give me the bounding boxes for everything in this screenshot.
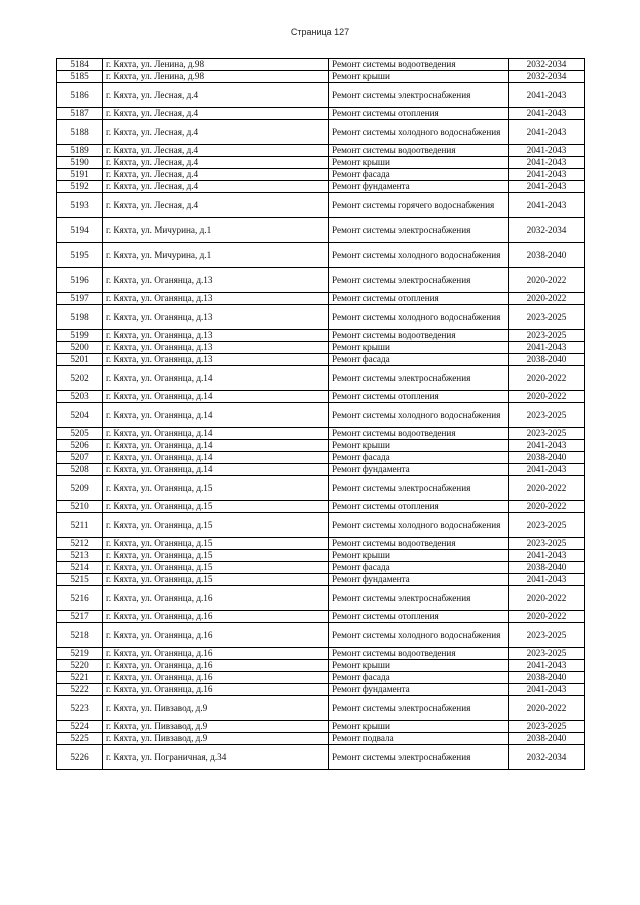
row-work-type: Ремонт фундамента: [329, 574, 509, 586]
table-row: [57, 428, 585, 440]
row-period: 2041-2043: [509, 169, 585, 181]
row-period: 2032-2034: [509, 59, 585, 71]
row-number: 5201: [57, 354, 103, 366]
row-period: 2041-2043: [509, 120, 585, 145]
row-period: 2023-2025: [509, 538, 585, 550]
row-number: 5193: [57, 193, 103, 218]
row-address: г. Кяхта, ул. Оганянца, д.15: [103, 550, 329, 562]
table-row: [57, 71, 585, 83]
table-row: [57, 452, 585, 464]
row-number: 5197: [57, 293, 103, 305]
row-work-type: Ремонт системы электроснабжения: [329, 218, 509, 243]
row-period: 2020-2022: [509, 366, 585, 391]
row-number: 5214: [57, 562, 103, 574]
row-work-type: Ремонт системы электроснабжения: [329, 586, 509, 611]
row-work-type: Ремонт системы водоотведения: [329, 330, 509, 342]
table-row: [57, 464, 585, 476]
row-address: г. Кяхта, ул. Оганянца, д.14: [103, 366, 329, 391]
row-number: 5210: [57, 501, 103, 513]
row-address: г. Кяхта, ул. Лесная, д.4: [103, 120, 329, 145]
table-body: [57, 59, 585, 770]
table-row: [57, 403, 585, 428]
table-row: [57, 268, 585, 293]
row-period: 2032-2034: [509, 71, 585, 83]
row-period: 2038-2040: [509, 733, 585, 745]
table-row: [57, 476, 585, 501]
table-row: [57, 574, 585, 586]
row-address: г. Кяхта, ул. Оганянца, д.16: [103, 586, 329, 611]
row-work-type: Ремонт системы холодного водоснабжения: [329, 513, 509, 538]
row-address: г. Кяхта, ул. Оганянца, д.16: [103, 684, 329, 696]
row-period: 2032-2034: [509, 745, 585, 770]
row-address: г. Кяхта, ул. Оганянца, д.15: [103, 476, 329, 501]
page-header: Страница 127: [290, 27, 350, 37]
row-work-type: Ремонт системы водоотведения: [329, 538, 509, 550]
table-row: [57, 501, 585, 513]
table-row: [57, 586, 585, 611]
row-period: 2023-2025: [509, 305, 585, 330]
table-row: [57, 440, 585, 452]
row-period: 2038-2040: [509, 562, 585, 574]
row-period: 2041-2043: [509, 574, 585, 586]
table-row: [57, 120, 585, 145]
row-address: г. Кяхта, ул. Оганянца, д.13: [103, 330, 329, 342]
row-period: 2041-2043: [509, 464, 585, 476]
table-row: [57, 745, 585, 770]
row-number: 5223: [57, 696, 103, 721]
row-address: г. Кяхта, ул. Пивзавод, д.9: [103, 721, 329, 733]
row-address: г. Кяхта, ул. Оганянца, д.14: [103, 440, 329, 452]
row-work-type: Ремонт системы холодного водоснабжения: [329, 403, 509, 428]
row-address: г. Кяхта, ул. Оганянца, д.13: [103, 305, 329, 330]
row-number: 5186: [57, 83, 103, 108]
row-number: 5212: [57, 538, 103, 550]
table-row: [57, 550, 585, 562]
table-row: [57, 218, 585, 243]
row-period: 2041-2043: [509, 157, 585, 169]
row-address: г. Кяхта, ул. Лесная, д.4: [103, 108, 329, 120]
row-address: г. Кяхта, ул. Лесная, д.4: [103, 181, 329, 193]
row-number: 5209: [57, 476, 103, 501]
row-work-type: Ремонт крыши: [329, 157, 509, 169]
row-address: г. Кяхта, ул. Оганянца, д.16: [103, 623, 329, 648]
row-number: 5198: [57, 305, 103, 330]
row-work-type: Ремонт системы электроснабжения: [329, 745, 509, 770]
row-address: г. Кяхта, ул. Оганянца, д.14: [103, 464, 329, 476]
row-work-type: Ремонт фундамента: [329, 684, 509, 696]
table-row: [57, 611, 585, 623]
row-period: 2023-2025: [509, 648, 585, 660]
row-work-type: Ремонт системы отопления: [329, 501, 509, 513]
table-row: [57, 83, 585, 108]
table-row: [57, 330, 585, 342]
row-work-type: Ремонт крыши: [329, 660, 509, 672]
row-number: 5205: [57, 428, 103, 440]
row-period: 2038-2040: [509, 672, 585, 684]
row-period: 2041-2043: [509, 660, 585, 672]
row-period: 2038-2040: [509, 354, 585, 366]
row-address: г. Кяхта, ул. Ленина, д.98: [103, 71, 329, 83]
table-row: [57, 145, 585, 157]
row-address: г. Кяхта, ул. Оганянца, д.16: [103, 660, 329, 672]
row-period: 2023-2025: [509, 403, 585, 428]
row-period: 2020-2022: [509, 391, 585, 403]
row-number: 5195: [57, 243, 103, 268]
row-work-type: Ремонт системы водоотведения: [329, 648, 509, 660]
row-address: г. Кяхта, ул. Лесная, д.4: [103, 169, 329, 181]
table-row: [57, 648, 585, 660]
row-number: 5191: [57, 169, 103, 181]
row-number: 5220: [57, 660, 103, 672]
row-number: 5226: [57, 745, 103, 770]
row-number: 5206: [57, 440, 103, 452]
table-row: [57, 538, 585, 550]
table-row: [57, 391, 585, 403]
row-work-type: Ремонт крыши: [329, 440, 509, 452]
row-number: 5203: [57, 391, 103, 403]
row-work-type: Ремонт системы электроснабжения: [329, 366, 509, 391]
row-work-type: Ремонт подвала: [329, 733, 509, 745]
table-row: [57, 157, 585, 169]
row-address: г. Кяхта, ул. Лесная, д.4: [103, 157, 329, 169]
table-row: [57, 366, 585, 391]
table-row: [57, 660, 585, 672]
row-address: г. Кяхта, ул. Оганянца, д.16: [103, 648, 329, 660]
row-period: 2020-2022: [509, 293, 585, 305]
row-address: г. Кяхта, ул. Оганянца, д.15: [103, 501, 329, 513]
table-row: [57, 293, 585, 305]
row-work-type: Ремонт крыши: [329, 342, 509, 354]
row-period: 2041-2043: [509, 145, 585, 157]
row-period: 2041-2043: [509, 193, 585, 218]
row-address: г. Кяхта, ул. Мичурина, д.1: [103, 218, 329, 243]
row-work-type: Ремонт фасада: [329, 452, 509, 464]
row-work-type: Ремонт системы водоотведения: [329, 145, 509, 157]
row-address: г. Кяхта, ул. Лесная, д.4: [103, 83, 329, 108]
row-period: 2023-2025: [509, 513, 585, 538]
row-work-type: Ремонт фасада: [329, 562, 509, 574]
row-address: г. Кяхта, ул. Оганянца, д.13: [103, 354, 329, 366]
row-number: 5187: [57, 108, 103, 120]
row-address: г. Кяхта, ул. Оганянца, д.14: [103, 391, 329, 403]
row-address: г. Кяхта, ул. Оганянца, д.15: [103, 538, 329, 550]
row-period: 2038-2040: [509, 243, 585, 268]
row-number: 5192: [57, 181, 103, 193]
row-work-type: Ремонт системы электроснабжения: [329, 696, 509, 721]
row-work-type: Ремонт фасада: [329, 354, 509, 366]
table-row: [57, 623, 585, 648]
table-row: [57, 672, 585, 684]
row-number: 5184: [57, 59, 103, 71]
row-address: г. Кяхта, ул. Оганянца, д.15: [103, 562, 329, 574]
row-work-type: Ремонт системы отопления: [329, 293, 509, 305]
row-address: г. Кяхта, ул. Оганянца, д.13: [103, 342, 329, 354]
row-number: 5189: [57, 145, 103, 157]
row-address: г. Кяхта, ул. Оганянца, д.16: [103, 611, 329, 623]
row-number: 5222: [57, 684, 103, 696]
row-address: г. Кяхта, ул. Лесная, д.4: [103, 145, 329, 157]
row-address: г. Кяхта, ул. Оганянца, д.14: [103, 403, 329, 428]
row-work-type: Ремонт системы отопления: [329, 611, 509, 623]
row-address: г. Кяхта, ул. Оганянца, д.13: [103, 293, 329, 305]
row-number: 5213: [57, 550, 103, 562]
row-period: 2041-2043: [509, 83, 585, 108]
row-number: 5215: [57, 574, 103, 586]
row-number: 5216: [57, 586, 103, 611]
row-number: 5188: [57, 120, 103, 145]
row-work-type: Ремонт крыши: [329, 721, 509, 733]
row-address: г. Кяхта, ул. Ленина, д.98: [103, 59, 329, 71]
table-row: [57, 305, 585, 330]
table-row: [57, 342, 585, 354]
row-period: 2041-2043: [509, 342, 585, 354]
table-row: [57, 169, 585, 181]
row-period: 2038-2040: [509, 452, 585, 464]
table-row: [57, 59, 585, 71]
row-number: 5194: [57, 218, 103, 243]
row-address: г. Кяхта, ул. Мичурина, д.1: [103, 243, 329, 268]
row-number: 5211: [57, 513, 103, 538]
row-period: 2041-2043: [509, 181, 585, 193]
row-address: г. Кяхта, ул. Пивзавод, д.9: [103, 696, 329, 721]
row-number: 5202: [57, 366, 103, 391]
row-number: 5207: [57, 452, 103, 464]
row-address: г. Кяхта, ул. Оганянца, д.13: [103, 268, 329, 293]
row-period: 2020-2022: [509, 476, 585, 501]
row-work-type: Ремонт системы горячего водоснабжения: [329, 193, 509, 218]
row-period: 2023-2025: [509, 428, 585, 440]
row-number: 5204: [57, 403, 103, 428]
row-period: 2020-2022: [509, 501, 585, 513]
row-period: 2020-2022: [509, 268, 585, 293]
row-period: 2020-2022: [509, 696, 585, 721]
row-number: 5219: [57, 648, 103, 660]
row-period: 2041-2043: [509, 440, 585, 452]
row-address: г. Кяхта, ул. Оганянца, д.15: [103, 513, 329, 538]
row-work-type: Ремонт системы холодного водоснабжения: [329, 623, 509, 648]
row-work-type: Ремонт системы электроснабжения: [329, 268, 509, 293]
row-work-type: Ремонт фундамента: [329, 464, 509, 476]
row-number: 5217: [57, 611, 103, 623]
row-number: 5225: [57, 733, 103, 745]
row-period: 2020-2022: [509, 586, 585, 611]
table-row: [57, 733, 585, 745]
row-number: 5190: [57, 157, 103, 169]
row-work-type: Ремонт системы электроснабжения: [329, 83, 509, 108]
table-row: [57, 684, 585, 696]
row-period: 2041-2043: [509, 108, 585, 120]
row-number: 5185: [57, 71, 103, 83]
row-work-type: Ремонт системы электроснабжения: [329, 476, 509, 501]
row-period: 2041-2043: [509, 550, 585, 562]
row-work-type: Ремонт фасада: [329, 672, 509, 684]
row-period: 2020-2022: [509, 611, 585, 623]
row-address: г. Кяхта, ул. Лесная, д.4: [103, 193, 329, 218]
row-number: 5208: [57, 464, 103, 476]
row-number: 5200: [57, 342, 103, 354]
row-address: г. Кяхта, ул. Оганянца, д.14: [103, 452, 329, 464]
row-work-type: Ремонт системы отопления: [329, 391, 509, 403]
table-row: [57, 181, 585, 193]
row-number: 5218: [57, 623, 103, 648]
table-row: [57, 354, 585, 366]
row-number: 5221: [57, 672, 103, 684]
row-period: 2023-2025: [509, 623, 585, 648]
table-row: [57, 562, 585, 574]
row-address: г. Кяхта, ул. Оганянца, д.15: [103, 574, 329, 586]
table-row: [57, 721, 585, 733]
row-period: 2023-2025: [509, 721, 585, 733]
row-period: 2023-2025: [509, 330, 585, 342]
table-row: [57, 243, 585, 268]
row-work-type: Ремонт фасада: [329, 169, 509, 181]
row-number: 5224: [57, 721, 103, 733]
row-period: 2032-2034: [509, 218, 585, 243]
row-work-type: Ремонт крыши: [329, 550, 509, 562]
table-row: [57, 108, 585, 120]
row-work-type: Ремонт системы отопления: [329, 108, 509, 120]
row-address: г. Кяхта, ул. Пограничная, д.34: [103, 745, 329, 770]
row-work-type: Ремонт фундамента: [329, 181, 509, 193]
table-row: [57, 696, 585, 721]
row-work-type: Ремонт системы холодного водоснабжения: [329, 243, 509, 268]
row-number: 5199: [57, 330, 103, 342]
table-row: [57, 193, 585, 218]
row-work-type: Ремонт крыши: [329, 71, 509, 83]
row-period: 2041-2043: [509, 684, 585, 696]
row-work-type: Ремонт системы холодного водоснабжения: [329, 305, 509, 330]
row-work-type: Ремонт системы водоотведения: [329, 59, 509, 71]
row-work-type: Ремонт системы водоотведения: [329, 428, 509, 440]
row-work-type: Ремонт системы холодного водоснабжения: [329, 120, 509, 145]
row-number: 5196: [57, 268, 103, 293]
repair-schedule-table: [56, 58, 585, 770]
table-row: [57, 513, 585, 538]
row-address: г. Кяхта, ул. Оганянца, д.16: [103, 672, 329, 684]
row-address: г. Кяхта, ул. Пивзавод, д.9: [103, 733, 329, 745]
row-address: г. Кяхта, ул. Оганянца, д.14: [103, 428, 329, 440]
